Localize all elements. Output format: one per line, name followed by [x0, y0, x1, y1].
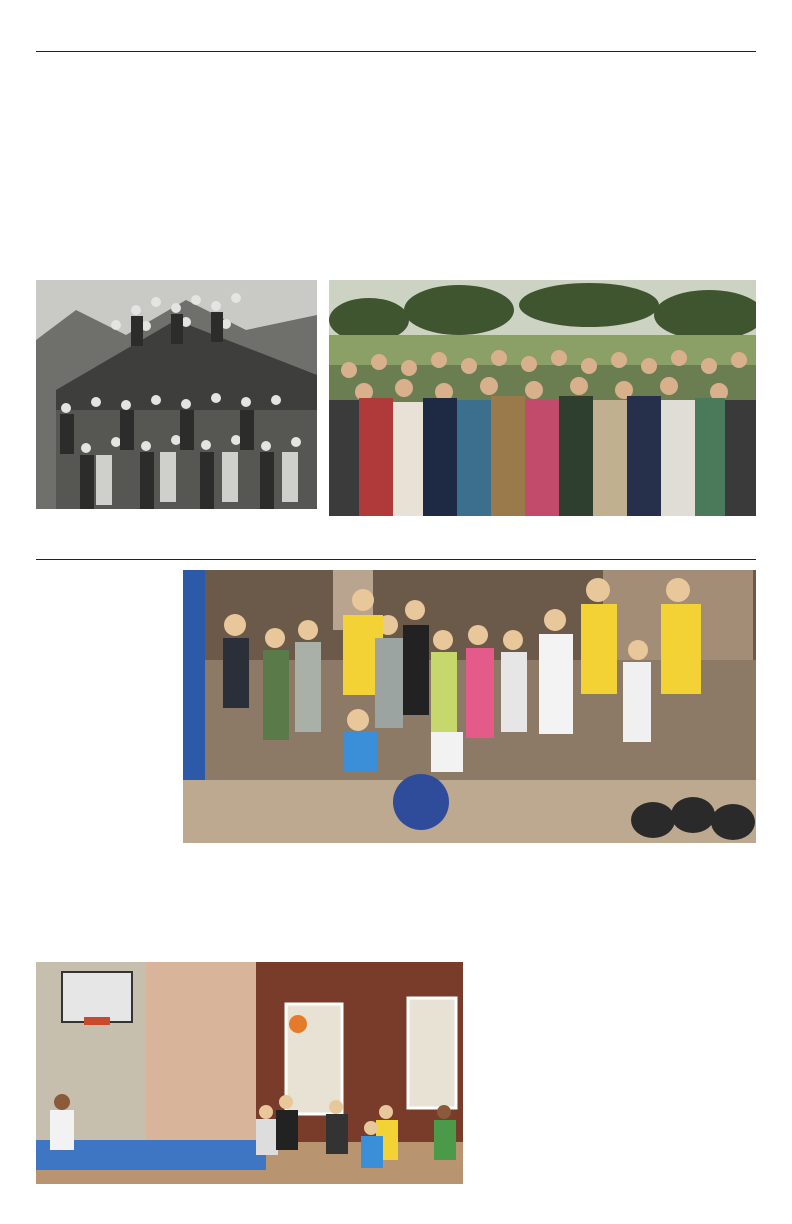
section-rule	[36, 559, 756, 560]
class-group-photo	[329, 280, 756, 516]
issue-date-page	[746, 33, 756, 49]
masthead-rule	[36, 51, 756, 52]
camp-group-photo	[183, 570, 756, 843]
reunion-col-1	[36, 118, 170, 120]
committee-photo	[36, 280, 317, 509]
gym-photo	[36, 962, 463, 1184]
